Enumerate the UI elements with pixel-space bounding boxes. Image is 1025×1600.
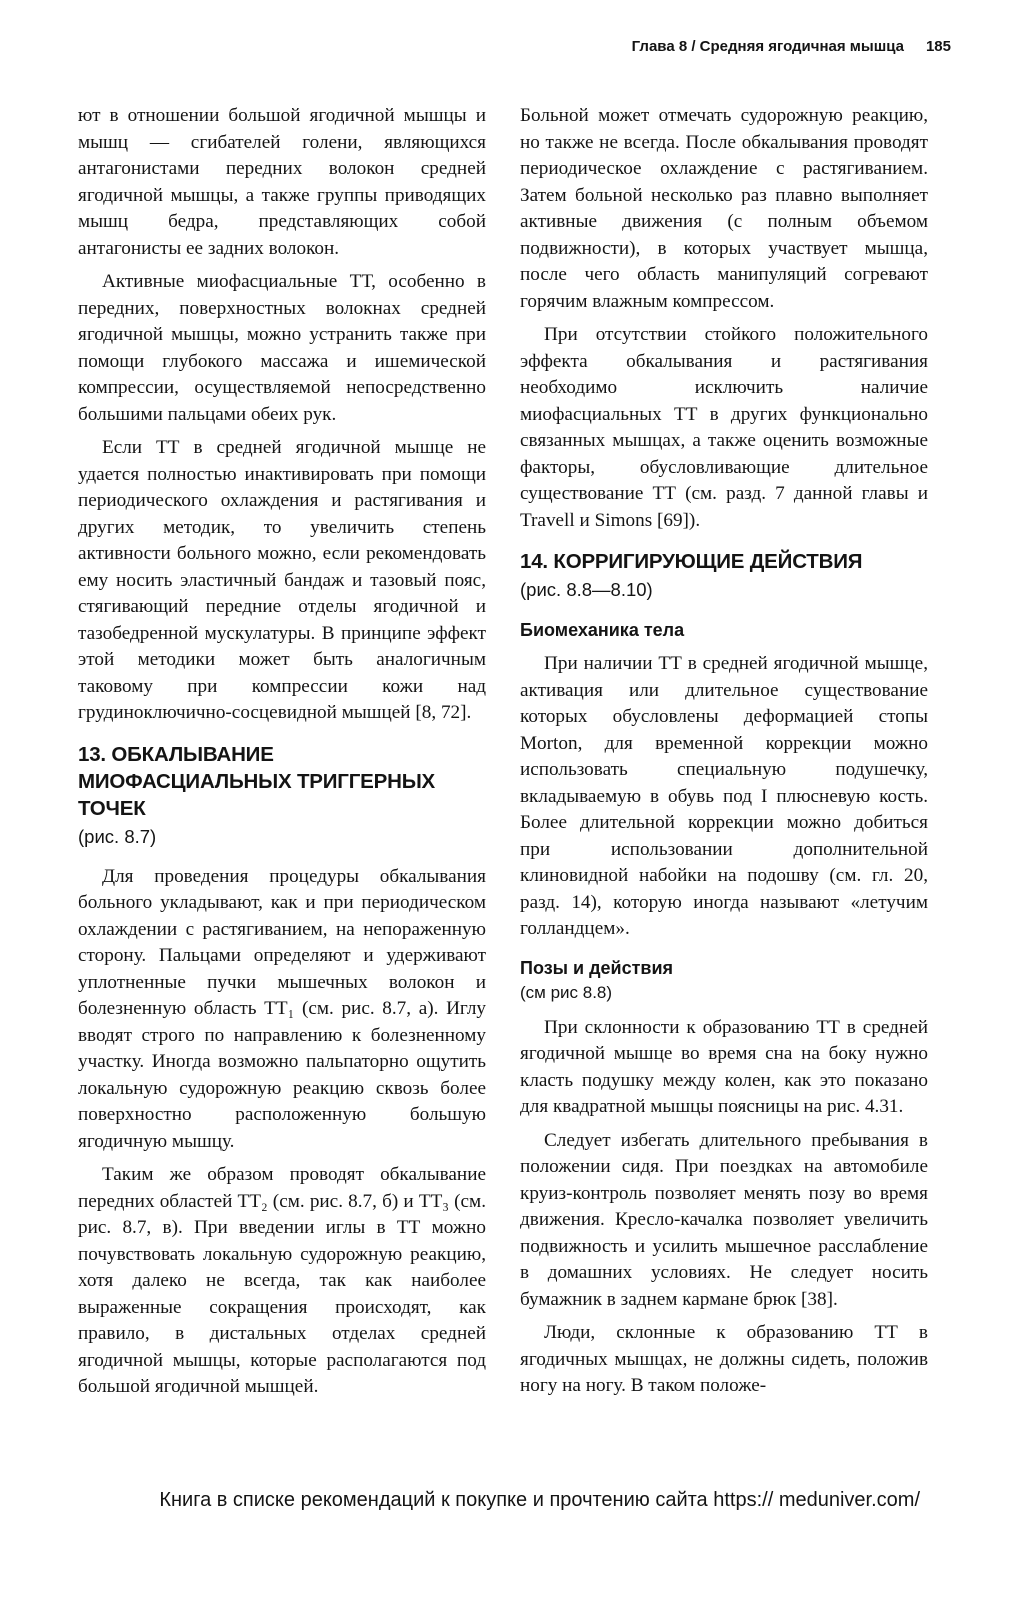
- paragraph: Для проведения процедуры обкалывания больного укладывают, как и при периодическом охлаждении с растягиванием, на непораженную сторону. Пальцами определяют и удерживают уплотненные пучки мышечных волокон и болезненную область ТТ₁ (см. рис. 8.7, а). Иглу вводят строго по направлению к болезненному участку. Иногда возможно пальпаторно ощутить локальную судорожную реакцию сквозь более поверхностно расположенную большую ягодичную мышцу.: [78, 865, 486, 1152]
- right-column: [520, 103, 928, 1400]
- running-title: Глава 8 / Средняя ягодичная мышца: [631, 38, 904, 55]
- paragraph: Люди, склонные к образованию ТТ в ягодичных мышцах, не должны сидеть, положив ногу на ногу. В таком положе-: [520, 1322, 928, 1396]
- subsection-heading: Позы и действия: [520, 957, 674, 978]
- left-column: [78, 103, 486, 1401]
- paragraph: Таким же образом проводят обкалывание передних областей ТТ₂ (см. рис. 8.7, б) и ТТ₃ (см. рис. 8.7, в). При введении иглы в ТТ можно почувствовать локальную судорожную реакцию, хотя далеко не всегда, так как наиболее выраженные сокращения происходят, как правило, в дистальных отделах средней ягодичной мышцы, которые располагаются под большой ягодичной мышцей.: [78, 1164, 486, 1397]
- page-number: 185: [925, 38, 951, 55]
- figure-reference: (рис. 8.7): [78, 825, 157, 847]
- paragraph: При отсутствии стойкого положительного эффекта обкалывания и растягивания необходимо исключить наличие миофасциальных ТТ в других функционально связанных мышцах, а также оценить возможные факторы, обусловливающие длительное существование ТТ (см. разд. 7 данной главы и Travell и Simons [69]).: [520, 324, 928, 531]
- paragraph: При наличии ТТ в средней ягодичной мышце, активация или длительное существование которых обусловлены деформацией стопы Morton, для временной коррекции можно использовать специальную подушечку, вкладываемую в обувь под I плюсневую кость. Более длительной коррекции можно добиться при использовании дополнительной клиновидной набойки на подошву (см. гл. 20, разд. 14), которую иногда называют «летучим голландцем».: [520, 653, 928, 939]
- paragraph: При склонности к образованию ТТ в средней ягодичной мышце во время сна на боку нужно класть подушку между колен, как это показано для квадратной мышцы поясницы на рис. 4.31.: [520, 1016, 928, 1117]
- figure-reference: (рис. 8.8—8.10): [520, 579, 653, 600]
- running-header: [632, 38, 951, 55]
- paragraph: Больной может отмечать судорожную реакцию, но также не всегда. После обкалывания проводят периодическое охлаждение с растягиванием. Затем больной несколько раз плавно выполняет активные движения (с полным объемом подвижности), в которых участвует мышца, после чего область манипуляций согревают горячим влажным компрессом.: [520, 105, 928, 312]
- subsection-heading: Биомеханика тела: [520, 620, 685, 640]
- paragraph: Активные миофасциальные ТТ, особенно в передних, поверхностных волокнах средней ягодичной мышцы, можно устранить также при помощи глубокого массажа и ишемической компрессии, осуществляемой непосредственно большими пальцами обеих рук.: [78, 271, 486, 425]
- section-heading: 14. КОРРИГИРУЮЩИЕ ДЕЙСТВИЯ: [520, 550, 863, 573]
- paragraph: ют в отношении большой ягодичной мышцы и мышц — сгибателей голени, являющихся антагонистами передних волокон средней ягодичной мышцы, а также группы приводящих мышц бедра, представляющих собой антагонисты ее задних волокон.: [78, 105, 486, 259]
- paragraph: Если ТТ в средней ягодичной мышце не удается полностью инактивировать при помощи периодического охлаждения и растягивания и других методик, то увеличить степень активности больного можно, если рекомендовать ему носить эластичный бандаж и тазовый пояс, стягивающий передние отделы ягодичной и тазобедренной мускулатуры. В принципе эффект этой методики может быть аналогичным таковому при компрессии кожи над грудиноключично-сосцевидной мышцей [8, 72].: [78, 437, 486, 723]
- figure-reference: (см рис 8.8): [520, 982, 613, 1002]
- section-heading: 13. ОБКАЛЫВАНИЕ МИОФАСЦИАЛЬНЫХ ТРИГГЕРНЫХ ТОЧЕК: [78, 742, 436, 820]
- paragraph: Следует избегать длительного пребывания в положении сидя. При поездках на автомобиле круиз-контроль позволяет менять позу во время движения. Кресло-качалка позволяет увеличить подвижность и усилить мышечное расслабление в домашних условиях. Не следует носить бумажник в заднем кармане брюк [38].: [520, 1129, 928, 1310]
- watermark-link-text: Книга в списке рекомендаций к покупке и прочтению сайта https:// meduniver.com/: [159, 1489, 920, 1511]
